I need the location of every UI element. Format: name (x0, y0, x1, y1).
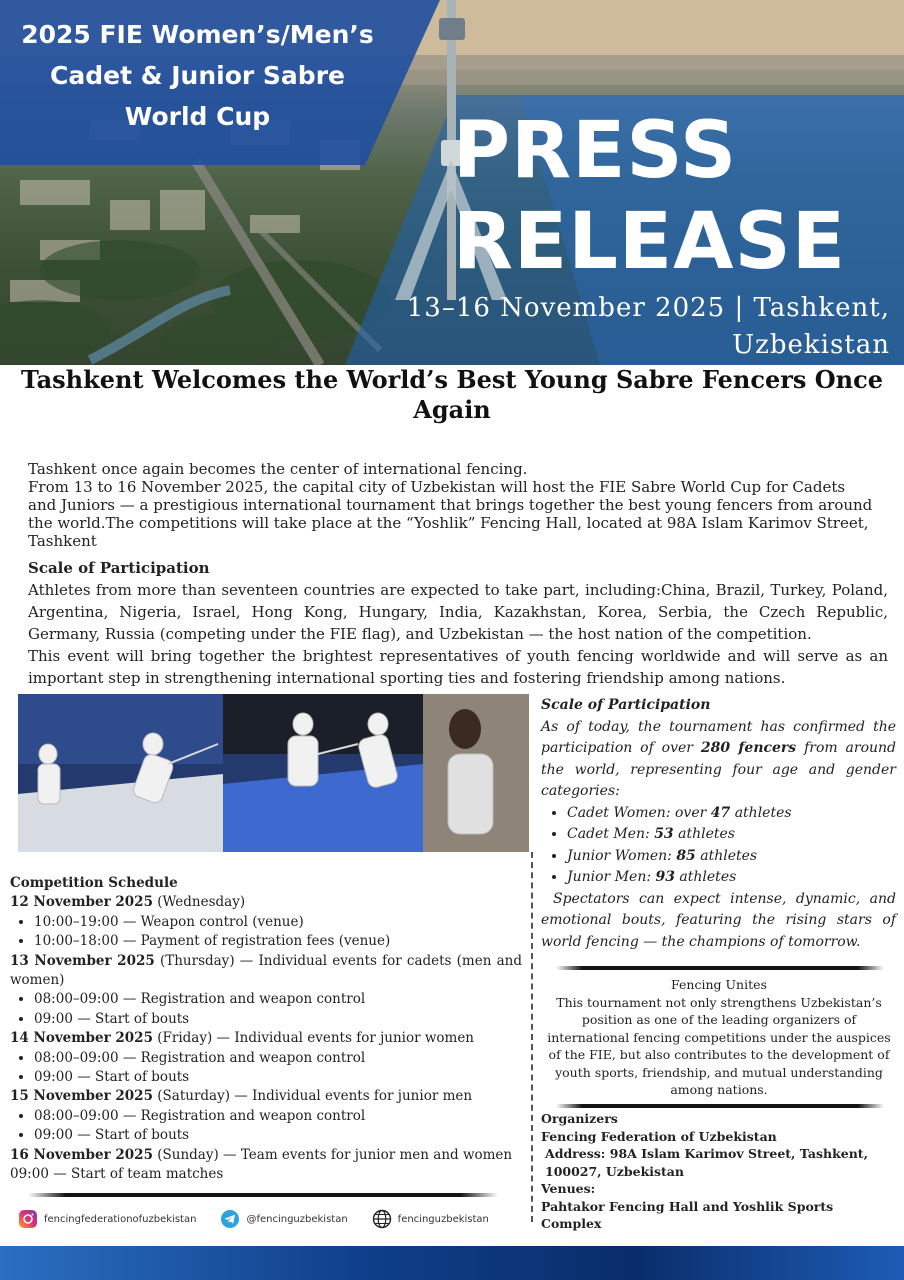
press-release-title: PRESS RELEASE (452, 106, 846, 287)
list-item: • Cadet Men: 53 athletes (567, 824, 896, 846)
list-item: • Cadet Women: over 47 athletes (567, 803, 896, 825)
instagram-icon (18, 1209, 38, 1229)
event-dates-location: 13–16 November 2025 | Tashkent, Uzbekistan (406, 293, 890, 360)
schedule-day: 12 November 2025 (Wednesday) (10, 894, 246, 911)
scale-of-participation-main: Scale of Participation Athletes from more than seventeen countries are expected to take part, including:China, Brazil, Turkey, Poland, Argentina, Nigeria, Israel, Hong Kong, Hungary, India, Kazakhstan, Korea, Serbia, the Czech Republic, Germany, Russia (competing under the FIE flag), and Uzbekistan — the host nation of the competition. This event will bring together the brightest representatives of youth fencing worldwide and will serve as an important step in strengthening international sporting ties and fostering friendship among nations. (28, 559, 888, 687)
schedule-item: • 08:00–09:00 — Registration and weapon control (34, 1107, 522, 1126)
event-title-banner (0, 0, 440, 165)
divider (556, 1104, 884, 1108)
schedule-title: Competition Schedule (10, 875, 178, 891)
website-link[interactable]: fencinguzbekistan (372, 1209, 489, 1229)
divider (556, 966, 884, 970)
schedule-item: • 09:00 — Start of bouts (34, 1068, 522, 1087)
globe-icon (372, 1209, 392, 1229)
event-title: 2025 FIE Women’s/Men’s Cadet & Junior Sabre World Cup (21, 20, 374, 131)
category-list (541, 803, 896, 889)
schedule-item: • 09:00 — Start of bouts (34, 1010, 522, 1029)
schedule-item: • 10:00–18:00 — Payment of registration fees (venue) (34, 932, 522, 951)
fencing-unites (541, 976, 897, 1099)
schedule-item: 09:00 — Start of team matches (10, 1166, 224, 1183)
scale-of-participation-side (541, 695, 896, 953)
schedule-item: • 09:00 — Start of bouts (34, 1126, 522, 1145)
competition-schedule (10, 874, 522, 1185)
schedule-item: • 08:00–09:00 — Registration and weapon control (34, 1049, 522, 1068)
list-item: • Junior Men: 93 athletes (567, 867, 896, 889)
schedule-day: 14 November 2025 (Friday) — Individual events for junior women (10, 1030, 475, 1047)
organizers: Organizers Fencing Federation of Uzbekistan Address: 98A Islam Karimov Street, Tashkent, 100027, Uzbekistan Venues: Pahtakor Fencing Hall and Yoshlik Sports Complex (541, 1111, 868, 1231)
section-heading: Scale of Participation (28, 559, 210, 577)
headline: Tashkent Welcomes the World’s Best Young Sabre Fencers Once Again (21, 365, 883, 424)
intro-paragraph: Tashkent once again becomes the center of international fencing. From 13 to 16 November 2025, the capital city of Uzbekistan will host the FIE Sabre World Cup for Cadets and Juniors — a prestigious international tournament that brings together the best young fencers from around the world.The competitions will take place at the “Yoshlik” Fencing Hall, located at 98A Islam Karimov Street, Tashkent (28, 460, 873, 550)
telegram-icon (220, 1209, 240, 1229)
divider (28, 1193, 498, 1197)
schedule-item: • 10:00–19:00 — Weapon control (venue) (34, 913, 522, 932)
footer-bar (0, 1246, 904, 1280)
schedule-day: 16 November 2025 (Sunday) — Team events for junior men and women (10, 1146, 513, 1163)
participation-summary: As of today, the tournament has confirmed the participation of over 280 fencers from around the world, representing four age and gender categories: (541, 718, 896, 799)
fencing-action-photo (18, 694, 529, 852)
section-body: This tournament not only strengthens Uzbekistan’s position as one of the leading organizers of international fencing competitions under the auspices of the FIE, but also contributes to the development of youth sports, friendship, and mutual understanding among nations. (547, 994, 891, 1097)
schedule-item: • 08:00–09:00 — Registration and weapon control (34, 990, 522, 1009)
section-heading: Fencing Unites (671, 977, 767, 992)
list-item: • Junior Women: 85 athletes (567, 846, 896, 868)
hero-banner (0, 0, 904, 365)
closing-text: Spectators can expect intense, dynamic, and emotional bouts, featuring the rising stars of world fencing — the champions of tomorrow. (541, 890, 896, 950)
telegram-link[interactable]: @fencinguzbekistan (220, 1209, 347, 1229)
schedule-day: 13 November 2025 (Thursday) — Individual events for cadets (men and women) (10, 952, 522, 989)
column-divider (531, 852, 533, 1222)
instagram-link[interactable]: fencingfederationofuzbekistan (18, 1209, 196, 1229)
schedule-day: 15 November 2025 (Saturday) — Individual events for junior men (10, 1088, 473, 1105)
section-heading: Scale of Participation (541, 697, 711, 713)
social-links (18, 1208, 513, 1230)
